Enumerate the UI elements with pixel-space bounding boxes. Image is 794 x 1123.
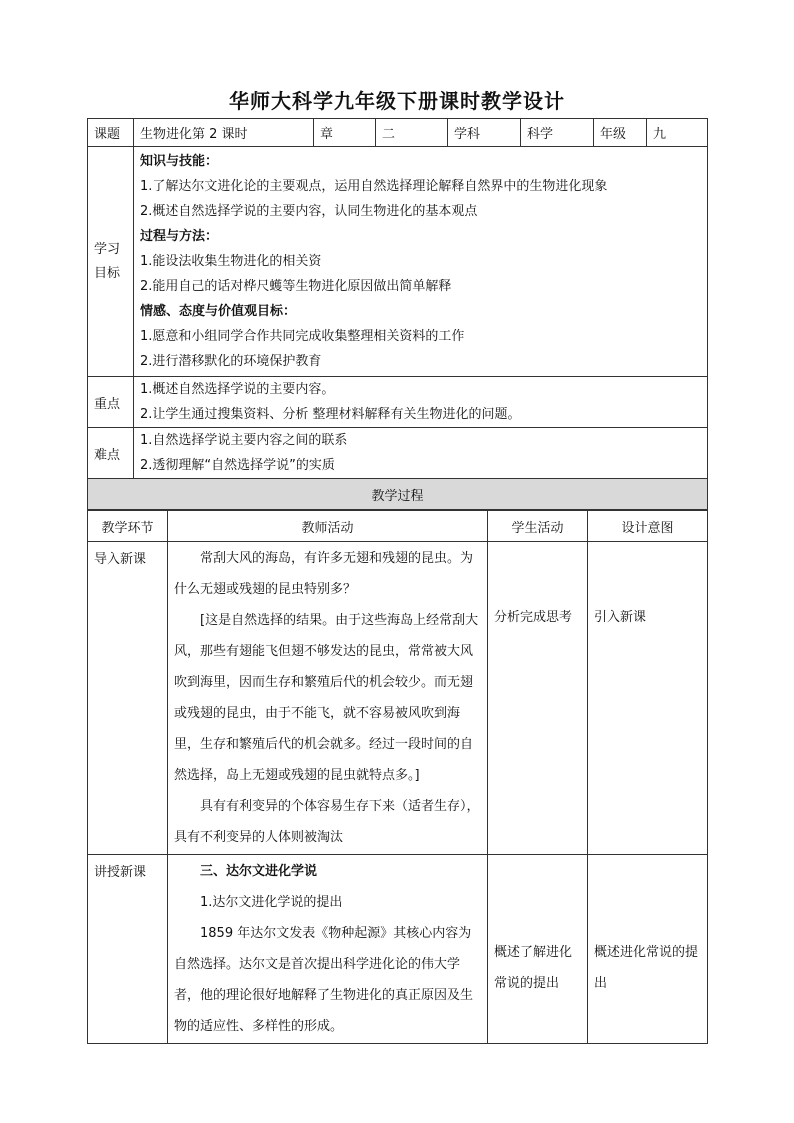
objectives-label	[88, 147, 134, 377]
difficulties-label: 难点	[88, 428, 134, 479]
student-cell: 分析完成思考	[488, 542, 588, 855]
process-title: 教学过程	[88, 479, 708, 510]
teacher-cell	[168, 542, 488, 855]
chapter-label: 章	[314, 119, 376, 147]
step-cell: 导入新课	[88, 542, 168, 855]
key-points-content	[134, 377, 708, 428]
teacher-cell	[168, 855, 488, 1044]
student-cell: 概述了解进化常说的提出	[488, 855, 588, 1044]
lesson-info-table	[87, 118, 708, 510]
subject-value: 科学	[521, 119, 594, 147]
process-item: 1.能设法收集生物进化的相关资	[140, 254, 322, 269]
process-title-row	[88, 479, 708, 510]
chapter-value: 二	[376, 119, 448, 147]
teacher-paragraph: 1859 年达尔文发表《物种起源》其核心内容为自然选择。达尔文是首次提出科学进化论的伟大学者，他的理论很好地解释了生物进化的真正原因及生物的适应性、多样性的形成。	[174, 926, 474, 1034]
key-point-item: 2.让学生通过搜集资料、分析 整理材料解释有关生物进化的问题。	[140, 407, 521, 422]
teacher-paragraph: 常刮大风的海岛，有许多无翅和残翅的昆虫。为什么无翅或残翅的昆虫特别多？	[174, 551, 474, 597]
grade-value: 九	[647, 119, 708, 147]
header-row	[88, 119, 708, 147]
teacher-paragraph: [这是自然选择的结果。由于这些海岛上经常刮大风，那些有翅能飞但翅不够发达的昆虫，常常被大风吹到海里，因而生存和繁殖后代的机会较少。而无翅或残翅的昆虫，由于不能飞，就不容易被风吹到海里，生存和繁殖后代的机会就多。经过一段时间的自然选择，岛上无翅或残翅的昆虫就特点多。]	[174, 613, 479, 783]
attitude-item: 1.愿意和小组同学合作共同完成收集整理相关资料的工作	[140, 329, 465, 344]
teacher-subheading: 1.达尔文进化学说的提出	[200, 895, 343, 910]
grade-label: 年级	[594, 119, 647, 147]
difficulties-content	[134, 428, 708, 479]
col-intent: 设计意图	[588, 511, 708, 542]
intent-cell: 引入新课	[588, 542, 708, 855]
col-step: 教学环节	[88, 511, 168, 542]
process-row-lecture	[88, 855, 708, 1044]
difficulty-item: 1.自然选择学说主要内容之间的联系	[140, 433, 348, 448]
knowledge-item: 2.概述自然选择学说的主要内容，认同生物进化的基本观点	[140, 204, 478, 219]
objectives-row	[88, 147, 708, 377]
key-points-label: 重点	[88, 377, 134, 428]
step-cell: 讲授新课	[88, 855, 168, 1044]
knowledge-item: 1.了解达尔文进化论的主要观点，运用自然选择理论解释自然界中的生物进化现象	[140, 179, 608, 194]
teacher-heading: 三、达尔文进化学说	[200, 864, 318, 879]
col-student: 学生活动	[488, 511, 588, 542]
teacher-paragraph: 具有有利变异的个体容易生存下来（适者生存），具有不利变异的人体则被淘汰	[174, 799, 480, 845]
attitude-item: 2.进行潜移默化的环境保护教育	[140, 354, 322, 369]
process-heading: 过程与方法：	[140, 229, 219, 244]
col-teacher: 教师活动	[168, 511, 488, 542]
process-item: 2.能用自己的话对桦尺蠖等生物进化原因做出简单解释	[140, 279, 452, 294]
topic-label: 课题	[88, 119, 134, 147]
teaching-process-table	[87, 510, 708, 1044]
objectives-label-text: 学习目标	[94, 241, 121, 281]
difficulties-row	[88, 428, 708, 479]
knowledge-heading: 知识与技能：	[140, 154, 219, 169]
objectives-content	[134, 147, 708, 377]
difficulty-item: 2.透彻理解“自然选择学说”的实质	[140, 458, 335, 473]
intent-cell: 概述进化常说的提出	[588, 855, 708, 1044]
key-points-row	[88, 377, 708, 428]
attitude-heading: 情感、态度与价值观目标：	[140, 304, 297, 319]
topic-value: 生物进化第 2 课时	[134, 119, 314, 147]
process-row-intro	[88, 542, 708, 855]
page-title: 华师大科学九年级下册课时教学设计	[229, 89, 565, 113]
process-header-row	[88, 511, 708, 542]
subject-label: 学科	[448, 119, 521, 147]
key-point-item: 1.概述自然选择学说的主要内容。	[140, 382, 335, 397]
